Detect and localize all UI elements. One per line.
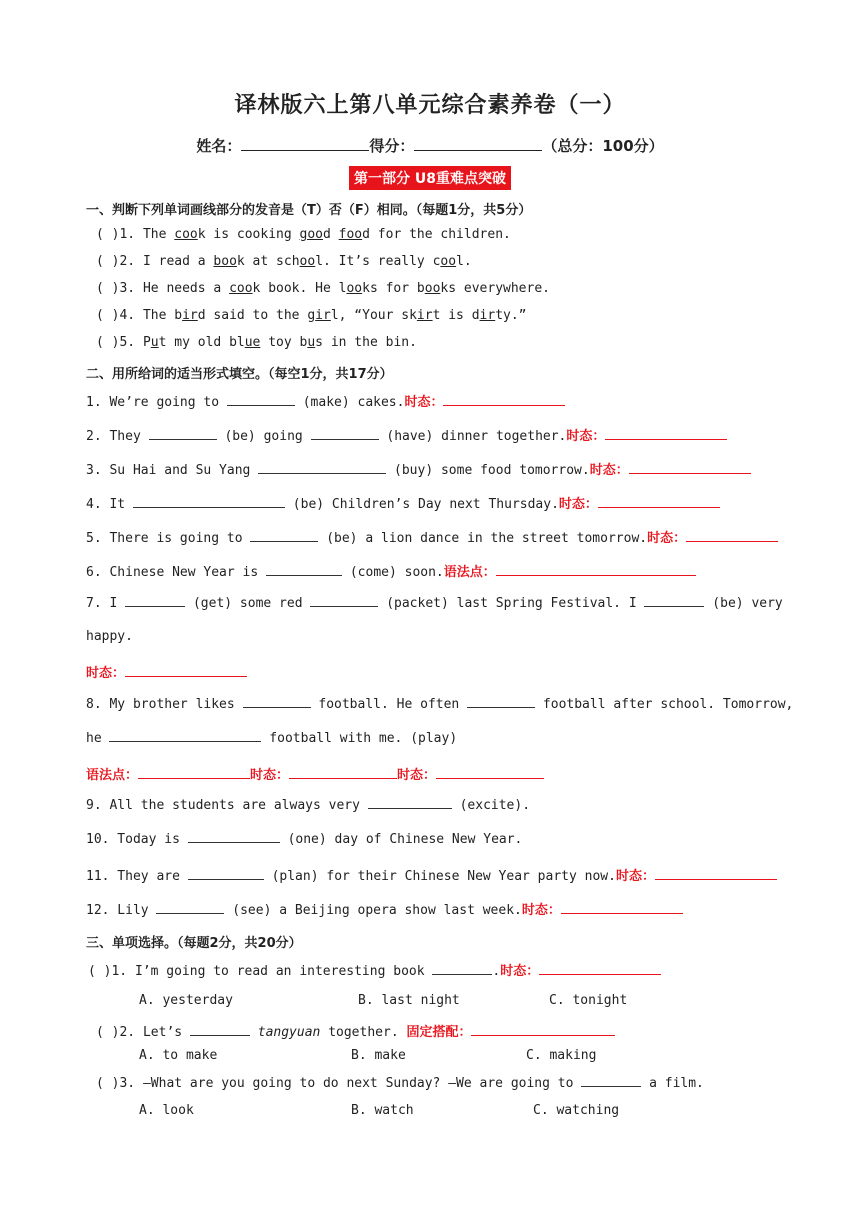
s3-q2-option-b[interactable]: B. make [351,1048,406,1063]
fill-blank[interactable] [188,868,264,880]
tense-blank[interactable] [539,963,661,975]
s2-question-2: 2. They (be) going (have) dinner together.时态： [86,425,727,444]
fill-blank[interactable] [188,831,280,843]
tense-blank[interactable] [598,496,720,508]
s3-q2-option-c[interactable]: C. making [526,1048,597,1063]
grammar-blank[interactable] [496,564,696,576]
s1-question-4: ( )4. The bird said to the girl, “Your skirt is dirty.” [96,308,527,323]
fill-blank[interactable] [432,963,492,975]
s2-question-6: 6. Chinese New Year is (come) soon.语法点： [86,561,696,580]
s3-q3-option-c[interactable]: C. watching [533,1103,620,1118]
fill-blank[interactable] [266,564,342,576]
name-blank[interactable] [241,136,369,151]
s2-question-9: 9. All the students are always very (excite). [86,798,531,813]
s2-question-7-cont: happy. [86,629,133,644]
s2-question-10: 10. Today is (one) day of Chinese New Year. [86,832,523,847]
tense-blank[interactable] [561,902,683,914]
total-score: （总分：100分） [542,137,664,155]
fill-blank[interactable] [644,595,704,607]
fill-blank[interactable] [368,797,452,809]
answer-bracket[interactable]: ( ) [96,227,120,242]
fill-blank[interactable] [250,530,318,542]
tense-blank[interactable] [605,428,727,440]
fill-blank[interactable] [310,595,378,607]
s2-question-8: 8. My brother likes football. He often football after school. Tomorrow, [86,697,794,712]
part-banner [0,166,860,190]
s3-q3-option-b[interactable]: B. watch [351,1103,414,1118]
section1-heading: 一、判断下列单词画线部分的发音是（T）否（F）相同。（每题1分，共5分） [86,203,532,218]
fill-blank[interactable] [133,496,285,508]
s2-question-8-points: 语法点： 时态： 时态： [86,764,544,783]
fill-blank[interactable] [227,394,295,406]
s2-question-8-cont: he football with me. (play) [86,731,458,746]
section2-heading: 二、用所给词的适当形式填空。（每空1分，共17分） [86,367,393,382]
s2-question-1: 1. We’re going to (make) cakes.时态： [86,391,565,410]
s2-question-4: 4. It (be) Children’s Day next Thursday.时态： [86,493,720,512]
s3-q1-option-b[interactable]: B. last night [358,993,460,1008]
s1-question-5: ( )5. Put my old blue toy bus in the bin. [96,335,417,350]
s2-question-5: 5. There is going to (be) a lion dance in the street tomorrow.时态： [86,527,778,546]
s3-question-2: ( )2. Let’s tangyuan together. 固定搭配： [96,1021,615,1040]
tense-blank[interactable] [655,868,777,880]
fill-blank[interactable] [190,1024,250,1036]
tense-blank[interactable] [436,767,544,779]
fill-blank[interactable] [156,902,224,914]
fill-blank[interactable] [243,696,311,708]
tense-blank[interactable] [289,767,397,779]
tense-blank[interactable] [125,665,247,677]
s2-question-12: 12. Lily (see) a Beijing opera show last week.时态： [86,899,683,918]
page-title: 译林版六上第八单元综合素养卷（一） [234,93,626,118]
s3-q1-option-a[interactable]: A. yesterday [139,993,233,1008]
s3-q3-option-a[interactable]: A. look [139,1103,194,1118]
s1-question-2: ( )2. I read a book at school. It’s really cool. [96,254,472,269]
s2-question-7-tense: 时态： [86,662,247,681]
s1-question-1: ( )1. The cook is cooking good food for the children. [96,227,511,242]
fill-blank[interactable] [109,730,261,742]
fill-blank[interactable] [258,462,386,474]
grammar-blank[interactable] [138,767,250,779]
name-score-line [0,135,860,156]
part-banner-label: 第一部分 U8重难点突破 [349,166,511,190]
score-label: 得分： [369,137,415,155]
answer-bracket[interactable]: ( ) [96,281,120,296]
s2-question-11: 11. They are (plan) for their Chinese New Year party now.时态： [86,865,777,884]
collocation-blank[interactable] [471,1024,615,1036]
s3-q1-option-c[interactable]: C. tonight [549,993,628,1008]
section3-heading: 三、单项选择。（每题2分，共20分） [86,936,302,951]
fill-blank[interactable] [581,1075,641,1087]
tense-blank[interactable] [629,462,751,474]
fill-blank[interactable] [149,428,217,440]
answer-bracket[interactable]: ( ) [96,254,120,269]
s3-question-1: ( )1. I’m going to read an interesting book .时态： [88,960,661,979]
fill-blank[interactable] [311,428,379,440]
tense-blank[interactable] [443,394,565,406]
answer-bracket[interactable]: ( ) [96,335,120,350]
s3-question-3: ( )3. —What are you going to do next Sunday? —We are going to a film. [96,1076,704,1091]
score-blank[interactable] [414,136,542,151]
tense-blank[interactable] [686,530,778,542]
fill-blank[interactable] [467,696,535,708]
s2-question-7: 7. I (get) some red (packet) last Spring Festival. I (be) very [86,596,783,611]
s1-question-3: ( )3. He needs a cook book. He looks for books everywhere. [96,281,550,296]
answer-bracket[interactable]: ( ) [96,308,120,323]
s3-q2-option-a[interactable]: A. to make [139,1048,218,1063]
s2-question-3: 3. Su Hai and Su Yang (buy) some food tomorrow.时态： [86,459,751,478]
name-label: 姓名： [196,137,242,155]
fill-blank[interactable] [125,595,185,607]
